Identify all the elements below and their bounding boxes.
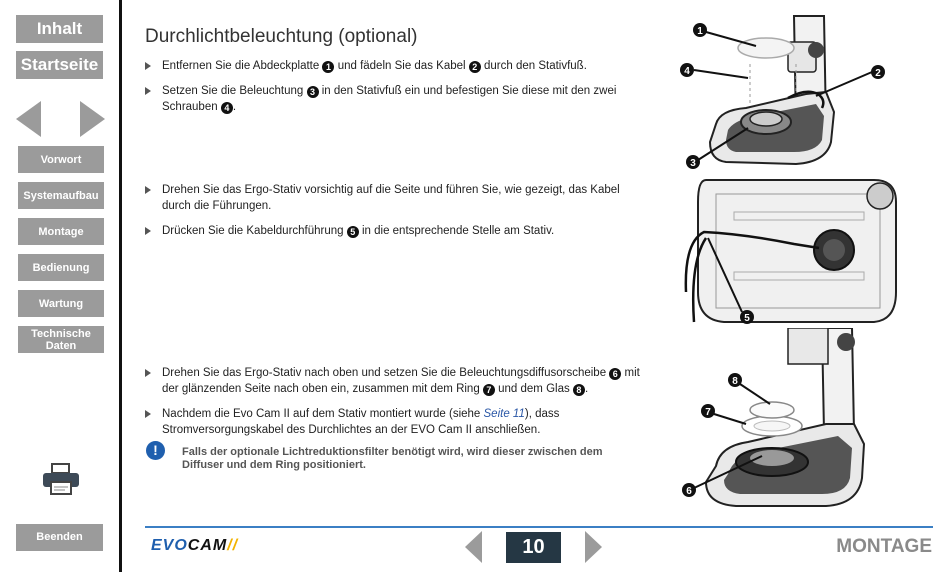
evocam-logo: EVOCAM// (151, 537, 239, 554)
sidebar-item-montage[interactable]: Montage (18, 218, 104, 245)
callout-5: 5 (744, 313, 750, 324)
page-number: 10 (506, 532, 561, 563)
sidebar-divider (119, 0, 122, 572)
list-item: Setzen Sie die Beleuchtung 3 in den Stativfuß ein und befestigen Sie diese mit den zwei Schrauben 4 . (145, 83, 645, 115)
list-item: Drücken Sie die Kabeldurchführung 5 in die entsprechende Stelle am Stativ. (145, 223, 645, 239)
sidebar-item-systemaufbau[interactable]: Systemaufbau (18, 182, 104, 209)
list-item: Drehen Sie das Ergo-Stativ vorsichtig auf die Seite und führen Sie, wie gezeigt, das Kabel durch die Führungen. (145, 182, 645, 214)
callout-2: 2 (875, 68, 881, 79)
footer-divider (145, 526, 933, 528)
sidebar-item-technische-daten[interactable] (18, 326, 104, 353)
prev-page-arrow-icon[interactable] (465, 531, 482, 563)
bullet-icon (145, 410, 151, 418)
illustration-stand-bottom (684, 172, 910, 327)
arrow-left-icon[interactable] (16, 101, 41, 137)
inhalt-button[interactable]: Inhalt (16, 15, 103, 43)
bullet-icon (145, 62, 151, 70)
section-title: MONTAGE (836, 536, 932, 557)
sidebar-item-vorwort[interactable]: Vorwort (18, 146, 104, 173)
list-item: Nachdem die Evo Cam II auf dem Stativ montiert wurde (siehe Seite 11), dass Stromversorgungskabel des Durchlichtes an der EVO Cam II anschließen. (145, 406, 645, 438)
list-item: Entfernen Sie die Abdeckplatte 1 und fädeln Sie das Kabel 2 durch den Stativfuß. (145, 58, 645, 74)
beenden-button[interactable]: Beenden (16, 524, 103, 551)
exclamation-icon: ! (146, 441, 165, 460)
bullet-icon (145, 87, 151, 95)
callout-7: 7 (705, 407, 711, 418)
page-title: Durchlichtbeleuchtung (optional) (145, 26, 418, 47)
bullet-icon (145, 186, 151, 194)
page-link[interactable]: Seite 11 (483, 408, 525, 420)
sidebar (0, 0, 119, 572)
sidebar-item-label: Daten (45, 339, 77, 352)
sidebar-item-bedienung[interactable]: Bedienung (18, 254, 104, 281)
bullet-icon (145, 369, 151, 377)
sidebar-item-label: Technische (31, 327, 91, 340)
list-item: Drehen Sie das Ergo-Stativ nach oben und setzen Sie die Beleuchtungsdiffusorscheibe 6 mit der glänzenden Seite nach oben ein, zusammen mit dem Ring 7 und dem Glas 8 . (145, 365, 645, 397)
bullet-icon (145, 227, 151, 235)
printer-icon[interactable] (41, 463, 81, 495)
note-text: Falls der optionale Lichtreduktionsfilter benötigt wird, wird dieser zwischen dem Diffuser und dem Ring positioniert. (182, 446, 603, 471)
next-page-arrow-icon[interactable] (585, 531, 602, 563)
illustration-stand-diffuser (676, 328, 908, 522)
callout-8: 8 (732, 376, 738, 387)
callout-6: 6 (686, 486, 692, 497)
illustration-stand-top (676, 12, 908, 172)
callout-3: 3 (690, 158, 696, 169)
callout-1: 1 (697, 26, 703, 37)
arrow-right-icon[interactable] (80, 101, 105, 137)
callout-4: 4 (684, 66, 690, 77)
startseite-button[interactable]: Startseite (16, 51, 103, 79)
sidebar-item-wartung[interactable]: Wartung (18, 290, 104, 317)
